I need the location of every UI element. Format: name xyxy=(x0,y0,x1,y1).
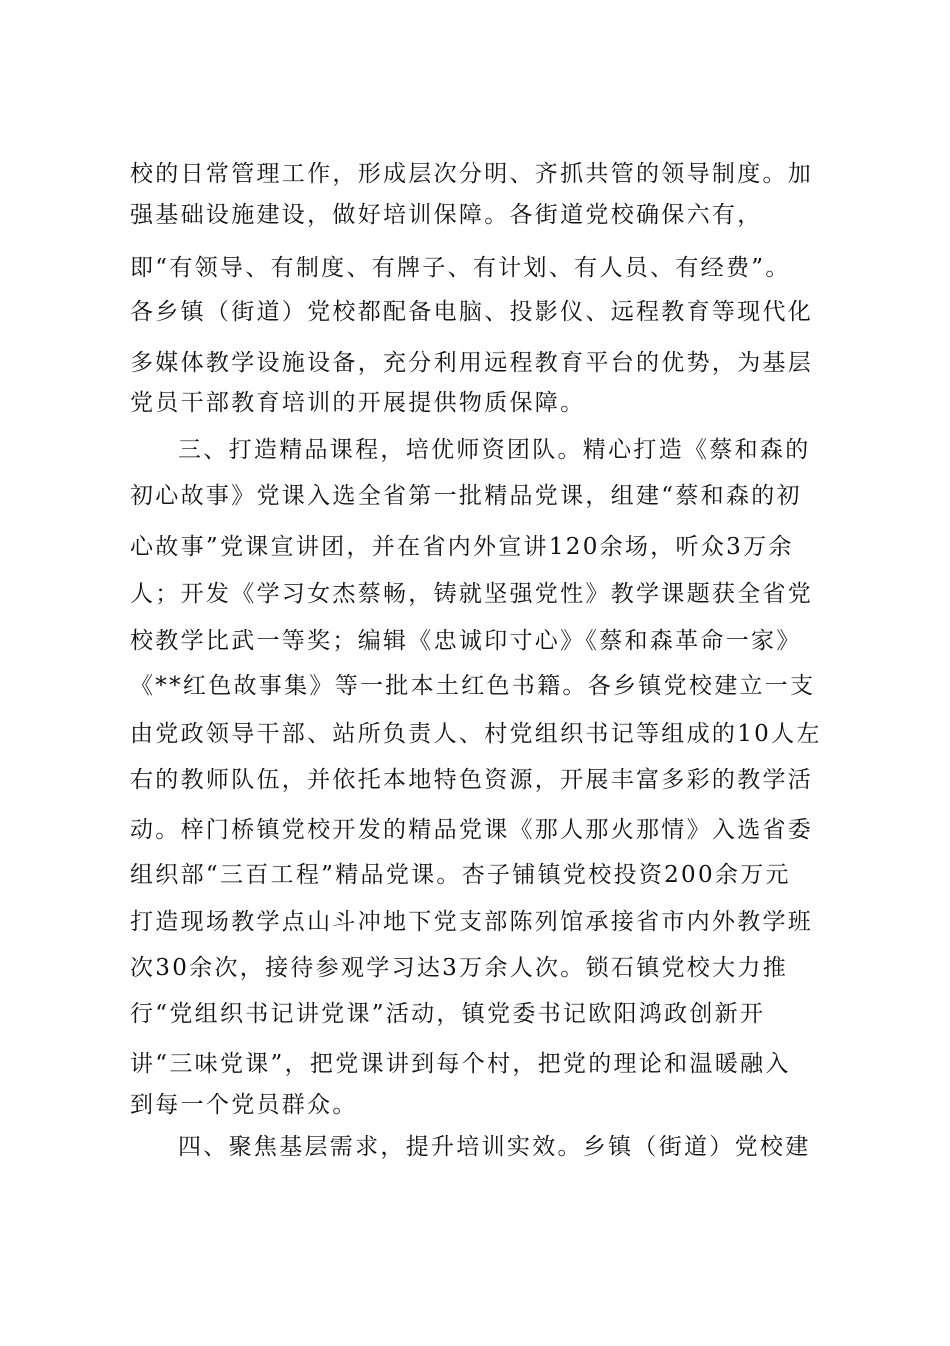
text-line: 各乡镇（街道）党校都配备电脑、投影仪、远程教育等现代化 xyxy=(130,299,814,325)
text-line: 多媒体教学设施设备，充分利用远程教育平台的优势，为基层 xyxy=(130,350,814,376)
text-line: 右的教师队伍，并依托本地特色资源，开展丰富多彩的教学活 xyxy=(130,767,814,793)
text-line: 心故事”党课宣讲团，并在省内外宣讲120余场，听众3万余 xyxy=(130,534,794,560)
text-line: 组织部“三百工程”精品党课。杏子铺镇党校投资200余万元 xyxy=(130,862,791,888)
text-line: 打造现场教学点山斗冲地下党支部陈列馆承接省市内外教学班 xyxy=(130,909,814,935)
section-heading-line: 三、打造精品课程，培优师资团队。精心打造《蔡和森的 xyxy=(178,437,811,463)
text-line: 行“党组织书记讲党课”活动，镇党委书记欧阳鸿政创新开 xyxy=(130,1001,766,1027)
text-line: 次30余次，接待参观学习达3万余人次。锁石镇党校大力推 xyxy=(130,955,788,981)
text-line: 《**红色故事集》等一批本土红色书籍。各乡镇党校建立一支 xyxy=(130,673,816,699)
text-line: 即“有领导、有制度、有牌子、有计划、有人员、有经费”。 xyxy=(130,255,791,281)
text-line: 初心故事》党课入选全省第一批精品党课，组建“蔡和森的初 xyxy=(130,483,802,509)
text-line: 强基础设施建设，做好培训保障。各街道党校确保六有， xyxy=(130,202,763,228)
text-line: 由党政领导干部、站所负责人、村党组织书记等组成的10人左 xyxy=(130,721,822,747)
text-line: 校教学比武一等奖；编辑《忠诚印寸心》《蔡和森革命一家》 xyxy=(130,628,802,654)
text-line: 动。梓门桥镇党校开发的精品党课《那人那火那情》入选省委 xyxy=(130,817,814,843)
text-line: 党员干部教育培训的开展提供物质保障。 xyxy=(130,390,586,416)
text-line: 人；开发《学习女杰蔡畅，铸就坚强党性》教学课题获全省党 xyxy=(130,581,814,607)
section-heading-line: 四、聚焦基层需求，提升培训实效。乡镇（街道）党校建 xyxy=(178,1134,811,1160)
text-line: 到每一个党员群众。 xyxy=(130,1092,358,1118)
text-line: 讲“三味党课”，把党课讲到每个村，把党的理论和温暖融入 xyxy=(130,1051,791,1077)
text-line: 校的日常管理工作，形成层次分明、齐抓共管的领导制度。加 xyxy=(130,161,814,187)
